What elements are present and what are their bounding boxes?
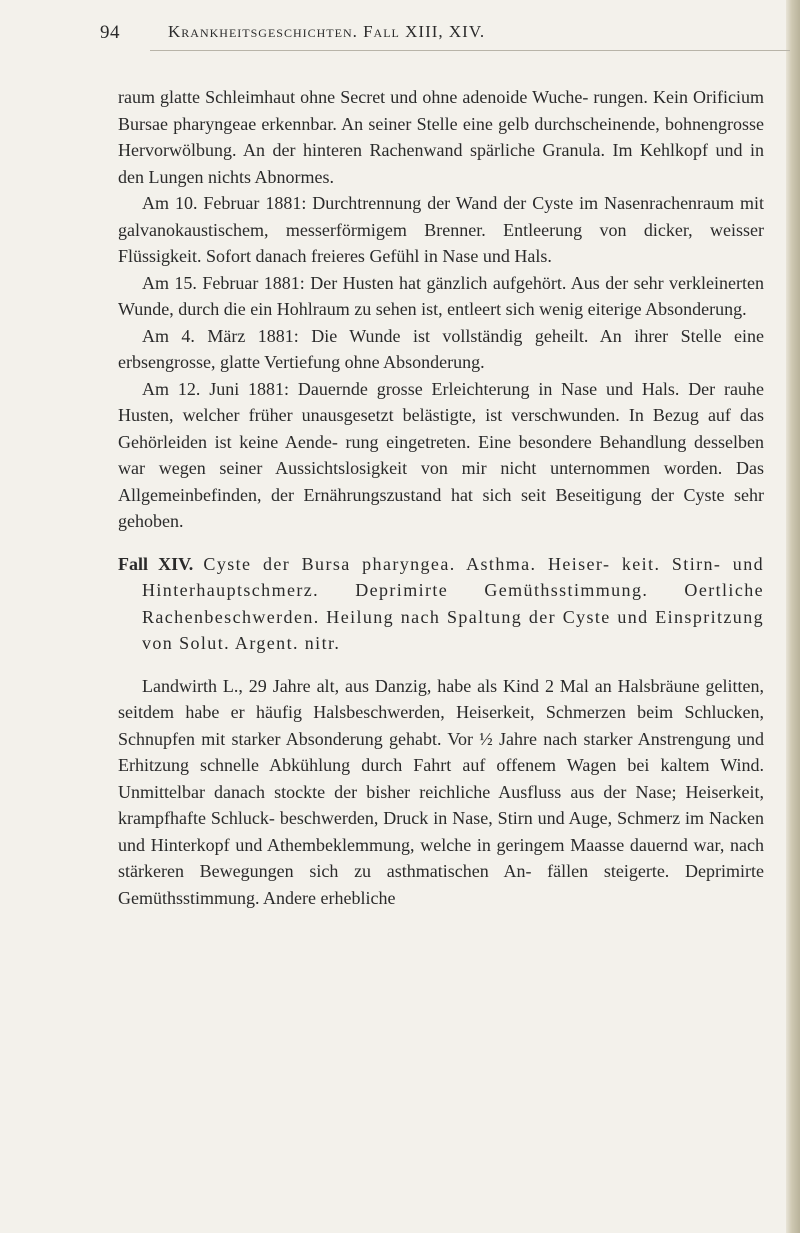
case-title: Cyste der Bursa pharyngea. Asthma. Heiser- keit. Stirn- und Hinterhauptschmerz. Deprimirte Gemüthsstimmung. Oertliche Rachenbeschwerden. Heilung nach Spaltung der Cyste und Einspritzung von Solut. Argent. nitr. [142,553,764,653]
page-header [100,22,790,46]
paragraph-case-history: Landwirth L., 29 Jahre alt, aus Danzig, habe als Kind 2 Mal an Halsbräune gelitten, seitdem habe er häufig Halsbeschwerden, Heiserkeit, Schmerzen beim Schlucken, Schnupfen mit starker Absonderung gehabt. Vor ½ Jahre nach starker Anstrengung und Erhitzung schnelle Abkühlung durch Fahrt auf offenem Wagen bei kaltem Wind. Unmittelbar danach stockte der bisher reichliche Ausfluss aus der Nase; Heiserkeit, krampfhafte Schluck- beschwerden, Druck in Nase, Stirn und Auge, Schmerz im Nacken und Hinterkopf und Athembeklemmung, welche in geringem Maasse dauernd war, nach stärkeren Bewegungen sich zu asthmatischen An- fällen steigerte. Deprimirte Gemüthsstimmung. Andere erhebliche [118,675,764,908]
paragraph-continuation: raum glatte Schleimhaut ohne Secret und ohne adenoide Wuche- rungen. Kein Orificium Bursae pharyngeae erkennbar. An seiner Stelle eine gelb durchscheinende, bohnengrosse Hervorwölbung. An der hinteren Rachenwand spärliche Granula. Im Kehlkopf und in den Lungen nichts Abnormes. [118,87,764,187]
section-gap [118,535,764,551]
page-edge-shadow [786,0,800,1233]
paragraph-jun-12: Am 12. Juni 1881: Dauernde grosse Erleichterung in Nase und Hals. Der rauhe Husten, welcher früher unausgesetzt belästigte, ist verschwunden. In Bezug auf das Gehörleiden ist keine Aende- rung eingetreten. Eine besondere Behandlung desselben war wegen seiner Aussichtslosigkeit von mir nicht unternommen worden. Das Allgemeinbefinden, der Ernährungszustand hat sich seit Beseitigung der Cyste sehr gehoben. [118,378,764,531]
paragraph-mar-4: Am 4. März 1881: Die Wunde ist vollständig geheilt. An ihrer Stelle eine erbsengrosse, glatte Vertiefung ohne Absonderung. [118,325,764,372]
running-head: Krankheitsgeschichten. Fall XIII, XIV. [168,22,486,41]
case-label: Fall XIV. [118,553,194,574]
body-text [118,84,764,911]
paragraph-feb-15: Am 15. Februar 1881: Der Husten hat gänzlich aufgehört. Aus der sehr verkleinerten Wunde, durch die ein Hohlraum zu sehen ist, entleert sich wenig eiterige Absonderung. [118,272,764,319]
paragraph-feb-10: Am 10. Februar 1881: Durchtrennung der Wand der Cyste im Nasenrachenraum mit galvanokaustischem, messerförmigem Brenner. Entleerung von dicker, weisser Flüssigkeit. Sofort danach freieres Gefühl in Nase und Hals. [118,193,764,266]
header-rule [150,50,790,51]
page-number: 94 [100,22,120,43]
case-heading [118,551,764,657]
section-gap-2 [118,657,764,673]
